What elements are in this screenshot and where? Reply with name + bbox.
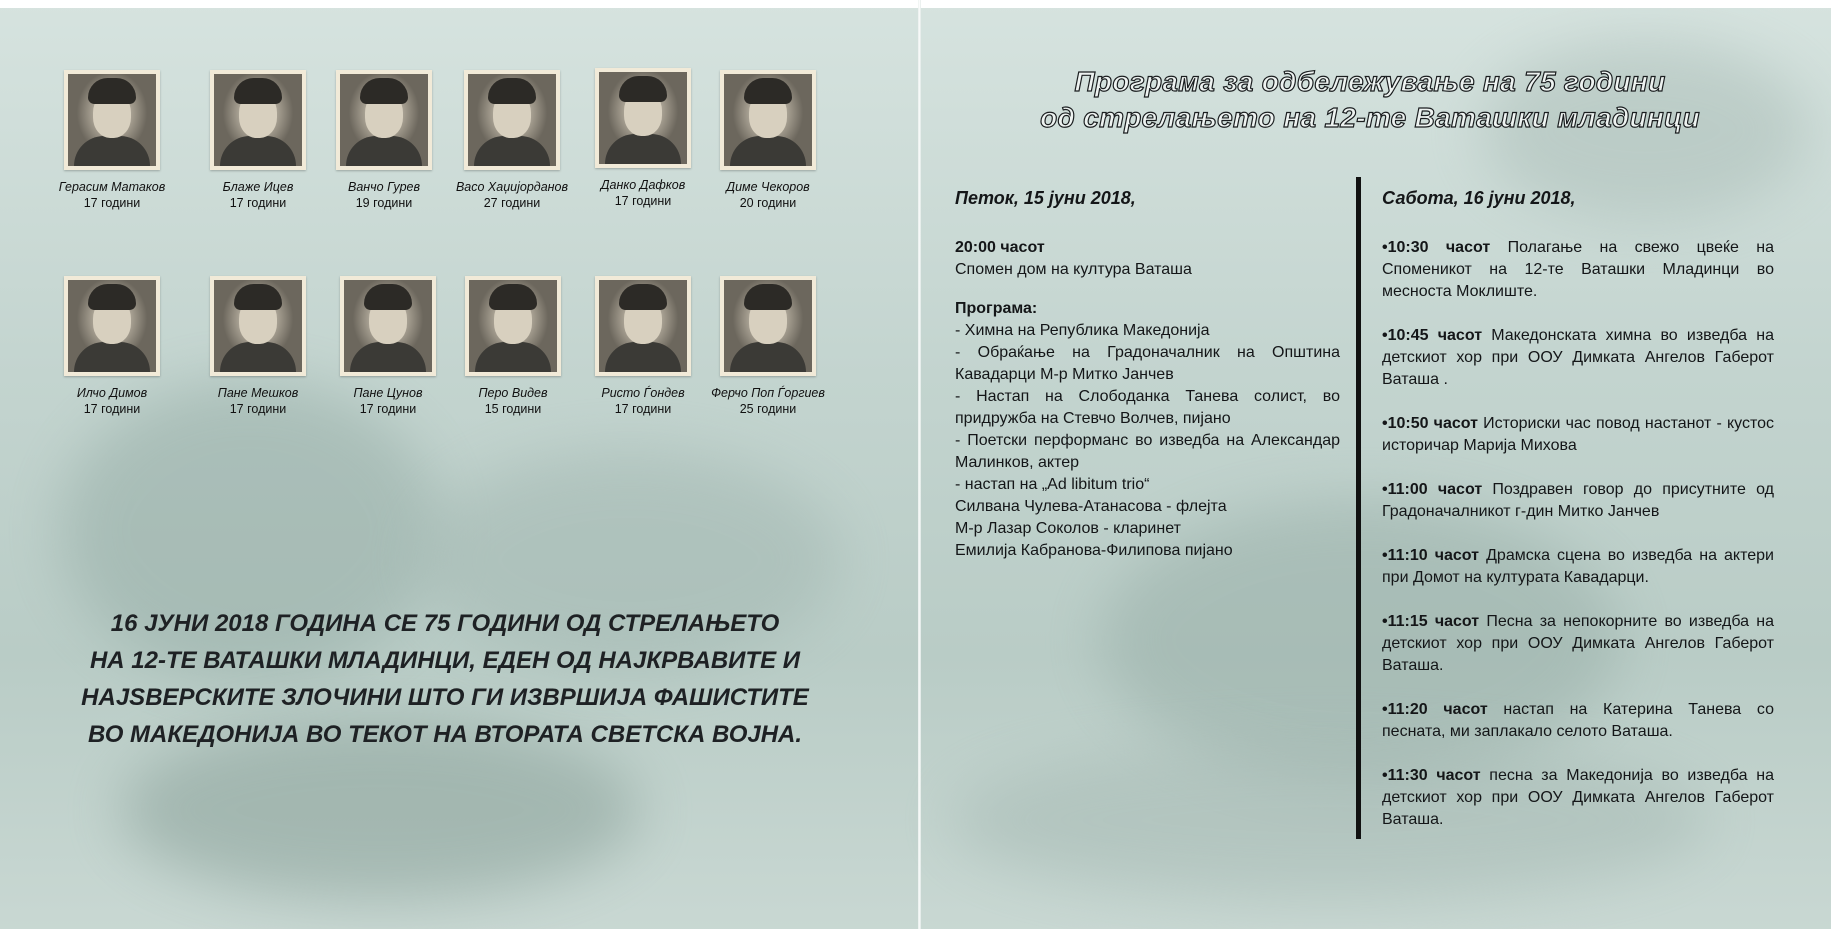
- friday-heading: Петок, 15 јуни 2018,: [955, 188, 1136, 208]
- event-time: •10:45 часот: [1382, 327, 1483, 344]
- portrait-card: [453, 276, 573, 416]
- portrait-name: Диме Чекоров: [726, 180, 810, 194]
- saturday-heading: Сабота, 16 јуни 2018,: [1382, 188, 1576, 208]
- program-item: Емилија Кабранова-Филипова пијано: [955, 542, 1233, 559]
- portrait-card: [198, 276, 318, 416]
- portrait-name: Пане Мешков: [217, 386, 299, 400]
- schedule-event: [1382, 479, 1774, 523]
- portrait-card: [583, 68, 703, 208]
- event-text: песна за Македонија во изведба на детскиот хор при ООУ Димката Ангелов Габерот Ваташа.: [1382, 767, 1774, 828]
- statement-line: 16 ЈУНИ 2018 ГОДИНА СЕ 75 ГОДИНИ ОД СТРЕЛАЊЕТО: [110, 610, 780, 637]
- portrait-name: Илчо Димов: [76, 386, 148, 400]
- portrait-name: Ферчо Поп Ѓоргиев: [711, 386, 825, 400]
- statement-line: НА 12-ТЕ ВАТАШКИ МЛАДИНЦИ, ЕДЕН ОД НАЈКРВАВИТЕ И: [89, 647, 801, 674]
- portrait-age: 17 години: [614, 402, 672, 416]
- page-edge: [0, 0, 1831, 8]
- portrait-age: 15 години: [484, 402, 542, 416]
- event-time: •10:30 часот: [1382, 239, 1491, 256]
- portrait-photo: [720, 276, 816, 376]
- portrait-photo: [464, 70, 560, 170]
- portrait-photo: [465, 276, 561, 376]
- event-text: Песна за непокорните во изведба на детскиот хор при ООУ Димката Ангелов Габерот Ваташа.: [1382, 613, 1774, 674]
- portrait-card: [583, 276, 703, 416]
- event-text: Историски час повод настанот - кустос историчар Марија Михова: [1382, 415, 1775, 454]
- portrait-photo: [210, 70, 306, 170]
- portrait-photo: [340, 276, 436, 376]
- portrait-age: 25 години: [739, 402, 797, 416]
- portrait-photo: [64, 70, 160, 170]
- schedule-event: [1382, 765, 1774, 831]
- portrait-card: [708, 70, 828, 210]
- event-time: •11:10 часот: [1382, 547, 1480, 564]
- portrait-card: [328, 276, 448, 416]
- portrait-card: [52, 276, 172, 416]
- portrait-name: Пане Цунов: [353, 386, 423, 400]
- portrait-name: Герасим Матаков: [58, 180, 166, 194]
- program-item: - Поетски перформанс во изведба на Александар Малинков, актер: [955, 432, 1340, 471]
- portrait-name: Ванчо Гурев: [348, 180, 420, 194]
- page-edge: [0, 929, 1831, 937]
- memorial-statement: [40, 605, 850, 753]
- program-title-line: од стрелањето на 12-те Ваташки младинци: [1040, 102, 1700, 133]
- event-time: •11:30 часот: [1382, 767, 1481, 784]
- portrait-name: Перо Видев: [478, 386, 548, 400]
- portrait-photo: [595, 68, 691, 168]
- portrait-age: 17 години: [359, 402, 417, 416]
- portrait-card: [198, 70, 318, 210]
- event-text: настап на Катерина Танева со песната, ми заплакало селото Ваташа.: [1382, 701, 1774, 740]
- event-time: •11:15 часот: [1382, 613, 1480, 630]
- program-item: - Обраќање на Градоначалник на Општина Кавадарци М-р Митко Јанчев: [955, 344, 1340, 383]
- program-title-line: Програма за одбележување на 75 години: [1074, 66, 1666, 97]
- portrait-age: 17 години: [229, 196, 287, 210]
- portrait-age: 27 години: [483, 196, 541, 210]
- portrait-card: [452, 70, 572, 210]
- event-text: Поздравен говор до присутните од Градоначалникот г-дин Митко Јанчев: [1382, 481, 1774, 520]
- portrait-age: 17 години: [229, 402, 287, 416]
- event-text: Македонската химна во изведба на детскиот хор при ООУ Димката Ангелов Габерот Ваташа .: [1382, 327, 1775, 388]
- portrait-card: [708, 276, 828, 416]
- portrait-age: 19 години: [355, 196, 413, 210]
- event-time: •10:50 часот: [1382, 415, 1478, 432]
- portrait-photo: [595, 276, 691, 376]
- portrait-photo: [210, 276, 306, 376]
- schedule-event: [1382, 699, 1774, 743]
- statement-line: ВО МАКЕДОНИЈА ВО ТЕКОТ НА ВТОРАТА СВЕТСКА ВОЈНА.: [87, 721, 803, 748]
- schedule-event: [1382, 413, 1774, 457]
- portrait-name: Данко Дафков: [600, 178, 686, 192]
- portrait-card: [52, 70, 172, 210]
- program-item: - Настап на Слободанка Танева солист, во придружба на Стевчо Волчев, пијано: [955, 388, 1340, 427]
- portrait-age: 17 години: [614, 194, 672, 208]
- portrait-name: Блаже Ицев: [222, 180, 294, 194]
- friday-column: [955, 187, 1340, 562]
- statement-line: НАЈЅВЕРСКИТЕ ЗЛОЧИНИ ШТО ГИ ИЗВРШИЈА ФАШИСТИТЕ: [81, 684, 809, 711]
- portrait-name: Васо Хаџијорданов: [455, 180, 569, 194]
- portrait-photo: [720, 70, 816, 170]
- friday-venue: Спомен дом на култура Ваташа: [955, 261, 1192, 278]
- program-item: - Химна на Република Македонија: [955, 322, 1210, 339]
- schedule-event: [1382, 545, 1774, 589]
- program-title: [960, 64, 1780, 136]
- portrait-age: 20 години: [739, 196, 797, 210]
- schedule-event: [1382, 237, 1774, 303]
- event-text: Полагање на свежо цвеќе на Споменикот на 12-те Ваташки Младинци во месноста Моклиште.: [1382, 239, 1775, 300]
- portrait-age: 17 години: [83, 402, 141, 416]
- program-item: - настап на „Ad libitum trio“: [955, 476, 1150, 493]
- portrait-name: Ристо Ѓондев: [601, 386, 685, 400]
- portrait-card: [324, 70, 444, 210]
- schedule-event: [1382, 325, 1774, 391]
- event-text: Драмска сцена во изведба на актери при Домот на културата Кавадарци.: [1382, 547, 1774, 586]
- event-time: •11:00 часот: [1382, 481, 1483, 498]
- friday-time: 20:00 часот: [955, 239, 1045, 256]
- center-fold: [918, 0, 921, 937]
- column-divider: [1356, 177, 1361, 839]
- portrait-photo: [336, 70, 432, 170]
- program-item: Силвана Чулева-Атанасова - флејта: [955, 498, 1227, 515]
- event-time: •11:20 часот: [1382, 701, 1488, 718]
- schedule-event: [1382, 611, 1774, 677]
- program-item: М-р Лазар Соколов - кларинет: [955, 520, 1181, 537]
- friday-program-label: Програма:: [955, 300, 1038, 317]
- portrait-photo: [64, 276, 160, 376]
- portrait-age: 17 години: [83, 196, 141, 210]
- saturday-column: [1382, 187, 1774, 853]
